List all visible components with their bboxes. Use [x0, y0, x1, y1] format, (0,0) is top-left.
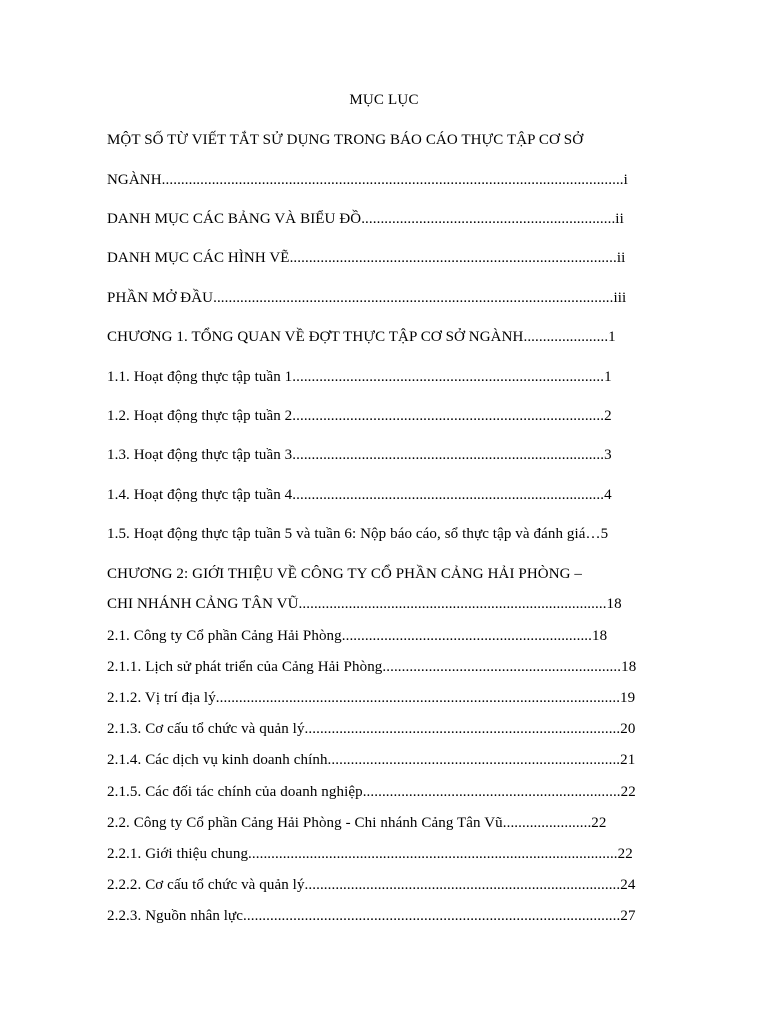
toc-line-chapter-2-cont: CHI NHÁNH CẢNG TÂN VŨ................................................................................18 [107, 596, 622, 612]
toc-line-chapter-2: CHƯƠNG 2: GIỚI THIỆU VỀ CÔNG TY CỔ PHẦN CẢNG HẢI PHÒNG – [107, 566, 583, 582]
toc-line-2-1-4: 2.1.4. Các dịch vụ kinh doanh chính............................................................................21 [107, 752, 636, 768]
toc-line-1-2: 1.2. Hoạt động thực tập tuần 2.................................................................................2 [107, 408, 612, 424]
toc-line-2-1-2: 2.1.2. Vị trí địa lý.........................................................................................................19 [107, 690, 636, 706]
toc-line-2-1-3: 2.1.3. Cơ cấu tổ chức và quản lý..................................................................................20 [107, 721, 636, 737]
toc-line-1-3: 1.3. Hoạt động thực tập tuần 3.................................................................................3 [107, 447, 612, 463]
toc-line-chapter-1: CHƯƠNG 1. TỔNG QUAN VỀ ĐỢT THỰC TẬP CƠ SỞ NGÀNH......................1 [107, 329, 616, 345]
toc-line-abbreviations: MỘT SỐ TỪ VIẾT TẮT SỬ DỤNG TRONG BÁO CÁO THỰC TẬP CƠ SỞ [107, 132, 584, 148]
toc-line-tables-charts: DANH MỤC CÁC BẢNG VÀ BIỂU ĐỒ..................................................................ii [107, 211, 624, 227]
toc-line-abbreviations-cont: NGÀNH........................................................................................................................i [107, 172, 628, 188]
toc-line-1-5: 1.5. Hoạt động thực tập tuần 5 và tuần 6: Nộp báo cáo, sổ thực tập và đánh giá…5 [107, 526, 609, 542]
toc-title: MỤC LỤC [349, 92, 419, 108]
toc-line-2-2-3: 2.2.3. Nguồn nhân lực..................................................................................................27 [107, 908, 636, 924]
toc-line-figures: DANH MỤC CÁC HÌNH VẼ.....................................................................................ii [107, 250, 626, 266]
toc-line-2-2: 2.2. Công ty Cổ phần Cảng Hải Phòng - Chi nhánh Cảng Tân Vũ.......................22 [107, 815, 607, 831]
toc-line-2-2-2: 2.2.2. Cơ cấu tổ chức và quản lý..................................................................................24 [107, 877, 636, 893]
toc-line-2-1-5: 2.1.5. Các đối tác chính của doanh nghiệp...................................................................22 [107, 784, 636, 800]
toc-line-introduction: PHẦN MỞ ĐẦU........................................................................................................iii [107, 290, 627, 306]
toc-line-1-4: 1.4. Hoạt động thực tập tuần 4.................................................................................4 [107, 487, 612, 503]
toc-line-2-1: 2.1. Công ty Cổ phần Cảng Hải Phòng.................................................................18 [107, 628, 608, 644]
toc-line-2-2-1: 2.2.1. Giới thiệu chung................................................................................................22 [107, 846, 633, 862]
toc-line-2-1-1: 2.1.1. Lịch sử phát triển của Cảng Hải Phòng..............................................................18 [107, 659, 637, 675]
toc-line-1-1: 1.1. Hoạt động thực tập tuần 1.................................................................................1 [107, 369, 612, 385]
